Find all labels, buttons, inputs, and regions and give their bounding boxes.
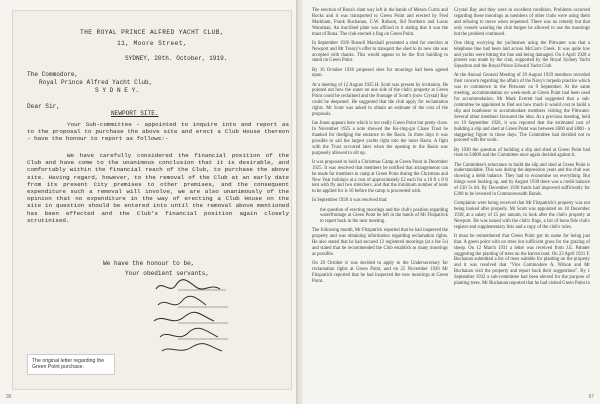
paragraph: One thing worrying the yachtsmen using the Pittwater was that a telephone line had been laid across McCarrs Creek. It was quite low and yachts were hitting the line and being damaged. On 4 April 1928 a protest was made by the club, supported by the Royal Sydney Yacht Squadron and the Royal Prince Edward Yacht Club.: [454, 40, 590, 70]
left-page: [0, 0, 298, 404]
letter-addressee: Royal Prince Alfred Yacht Club,: [39, 79, 153, 86]
text-column-2: [454, 8, 590, 290]
paragraph: Ian Jones appears here which is not really Green Point but pretty close. In November 1925 a note showed the Ku-ring-gai Chase Trust be thanked for dredging the entrance to the Basin. In three days it was possible to sail the largest yachts right into the inner Basin. A fight with the Trust occurred later when the opening to the Basin was purposely allowed to silt up.: [312, 121, 448, 156]
paragraph: the question of erecting moorings and the club's position regarding waterfrontage at Green Point be left in the hands of Mr Fitzpatrick to report back to the next meeting.: [320, 207, 448, 225]
paragraph: At the Annual General Meeting of 29 August 1929 members recorded their concern regarding the affairs of the Navy's torpedo practice which was to commence in the Pittwater on 9 September. At the same meeting, accommodation on week-ends at Green Point had been used for accommodation. Mr Mark Everett had suggested that a sub-committee be appointed to find out how much it would cost to build a slip and boathouse to accommodate members visiting the Pittwater. Several other members favoured the idea. At a previous meeting, held on 19 September 1926, it was reported that the estimated cost of building a slip and shed at Green Point was between £600 and £800 - a staggering figure in those days. The Committee had decided not to proceed with the work.: [454, 73, 590, 144]
paragraph: The Committee's reluctance to build the slip and shed at Green Point is understandable. This was during the depression years and the club was showing a debit balance. They had to economise on everything. But things were looking up, and by August 1930 there was a credit balance of £30 5s 8d. By December 1930 funds had improved sufficiently for £200 to be invested in Commonwealth Bonds.: [454, 162, 590, 198]
letter-salutation: Dear Sir,: [27, 103, 60, 110]
paragraph: The erection of Bona's slant way left in the hands of Messrs Curtis and Rocks and it was transported to Green Point and erected by Fred Markham, Frank Buchanan, C.W. Robson, Sid Northern and Lucas Wansman. An inscribed plate was affixed to it stating that it was the mast of Bona. The club erected a flag on Green Point.: [312, 8, 448, 37]
letter-address: 11, Moore Street,: [117, 40, 187, 47]
paragraph: Crystal Bay and they were in excellent condition. Problems occurred regarding these moorings as members of other clubs were using them and refusing to move when requested. There was no remedy but that only vessels wearing the club burgee be allowed to use the moorings but the problem continued.: [454, 8, 590, 37]
paragraph: Complaints were being received that Mr Fitzpatrick's property was not being looked after properly. Mr Scott was appointed on 18 December 1930, at a salary of £5 per annum, to look after the club's property at Newport. He was issued with the club's flags, a list of bona fide club's register and supplementary lists and a copy of the club's rules.: [454, 201, 590, 230]
handwritten-signatures: [148, 277, 238, 357]
letter-addressee: The Commodore,: [27, 71, 79, 78]
paragraph: It must be remembered that Green Point got its name for being just that. A green point with no trees but sufficient grass for the grazing of sheep. On 12 March 1931 a letter was received from J.E. Pahnter suggesting the planting of trees on the barren land. On 23 April 1931 F. Buchanan submitted a list of trees suitable for planting on the property and it was resolved that "Vice Commodore A. Wilson and Mr Buchanan visit the property and report back their suggestions". By 1 September 1932 a sub-committee had been elected for the purpose of planting trees. Mr Buchanan reported that he had visited Green Point in: [454, 233, 590, 287]
paragraph: In September 1926 it was resolved that:: [312, 198, 388, 204]
page-number-right: 97: [588, 394, 594, 400]
letter-image: [12, 10, 292, 390]
paragraph: By 16 October 1926 proposed sites for moorings had been agreed upon.: [312, 67, 448, 79]
letter-addressee: S Y D N E Y.: [95, 87, 139, 94]
paragraph: On 20 October it was decided to apply to the Undersecretary for reclamation rights at Green Point, and on 25 November 1926 Mr Fitzpatrick reported that he had inspected the new moorings at Green Point.: [312, 261, 448, 284]
paragraph: The following month, Mr Fitzpatrick reported that he had inspected the property and was obtaining information regarding reclamation rights. He also stated that he had secured 12 registered moorings (at a fee 5s) and stated that he recommended the Club establish as many moorings as possible.: [312, 228, 448, 258]
letter-closing: Your obedient servants,: [125, 270, 210, 277]
right-page: [302, 0, 600, 404]
letter-closing: We have the honour to be,: [103, 260, 195, 267]
letter-paragraph: We have carefully considered the financial position of the Club and have come to the unanimous conclusion that it is desirable, and comfortably within the financial reach of the Club, to purchase the above site. Having regard, however, to the removal of the Club at an early date from its present City premises to other premises, and the consequent expenditure such a removal will involve, we are also unanimously of the opinion that no expenditure in the way of erecting a Club House on the site in question should be entered into until the removal above mentioned has been effected and the Club's financial position again closely scrutinised.: [27, 152, 289, 224]
paragraph: By 1930 the question of building a slip and shed at Green Point had risen to £4000 and the Committee once again decided against it.: [454, 147, 590, 159]
image-caption: The original letter regarding the Green Point purchase.: [27, 354, 115, 375]
page-number-left: 96: [6, 394, 12, 400]
letter-subject: NEWPORT SITE.: [111, 110, 159, 117]
paragraph: It was proposed to hold a Christmas Camp at Green Point in December 1925. It was resolved that members be notified that arrangements can be made for members to camp at Green Point during the Christmas and New Year holidays at a cost of approximately £2 each for a 10 ft x 8 ft tent with fly and two stretchers, and that the minimum number of tents to be applied for is 10 before the camp is proceeded with.: [312, 159, 448, 195]
letter-paragraph: Your Sub-committee - appointed to inquire into and report as to the proposal to purchase the above site and erect a Club House thereon - have the honour to report as follows:-: [27, 121, 289, 143]
paragraph: At a meeting of 12 August 1925 H. Scott was present by invitation. He pointed out how the water on one side of the club's property at Green Point could be reclaimed and the frontage of Scott's (now Crystal) Bay could be deepened. He suggested that the club apply for reclamation rights. Mr Scott was asked to obtain an estimate of the cost of the proposals.: [312, 82, 448, 118]
paragraph: In September 1926 Russell Marshall presented a shed for erection at Newport and Mr Treacy's offer to transport the shed to its new site was accepted with thanks. This would appear to be the first building to stand on Green Point.: [312, 40, 448, 64]
letter-date: SYDNEY, 20th. October, 1919.: [125, 55, 228, 62]
text-column-1: [312, 8, 448, 288]
letter-heading: THE ROYAL PRINCE ALFRED YACHT CLUB,: [80, 29, 224, 36]
